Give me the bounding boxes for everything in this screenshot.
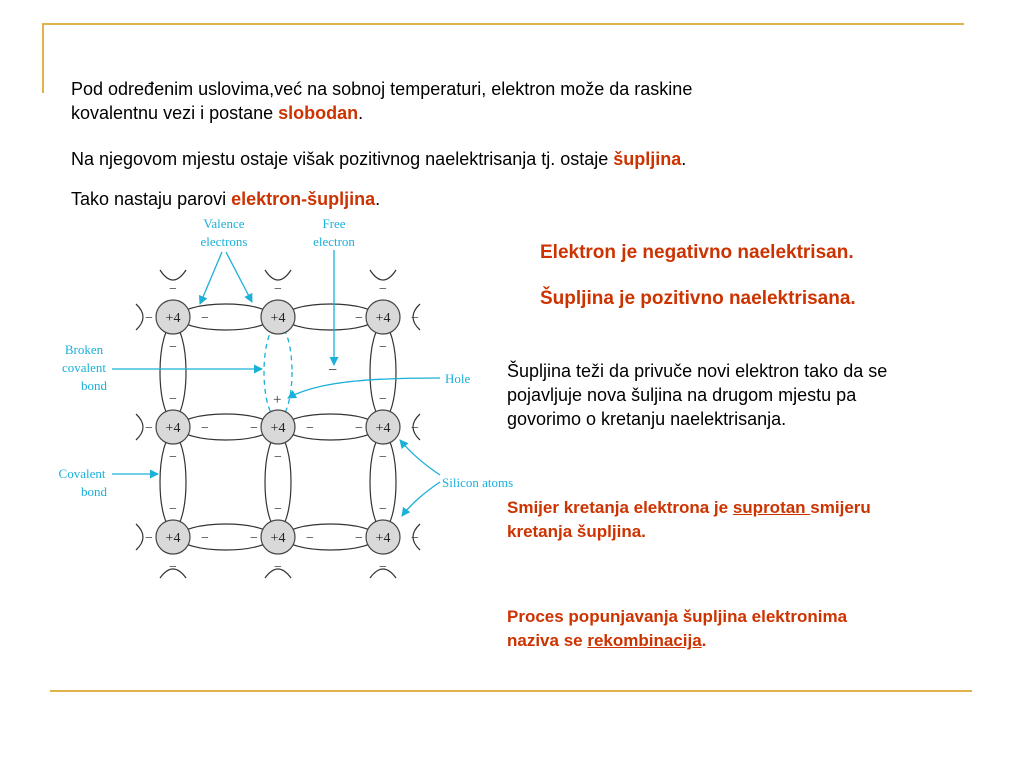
valence-arrow-right xyxy=(226,252,252,302)
electron-minus: − xyxy=(145,311,153,326)
text-segment: smijeru xyxy=(810,498,871,517)
label-covalent-line1: Covalent xyxy=(58,466,106,481)
hole-sign: + xyxy=(273,392,282,408)
electron-minus: − xyxy=(379,450,387,465)
period: . xyxy=(375,189,381,209)
label-broken-line1: Broken xyxy=(64,342,104,357)
paragraph-free-electron xyxy=(71,77,971,125)
electron-minus: − xyxy=(274,560,282,575)
covalent-bond xyxy=(284,414,377,440)
covalent-bond xyxy=(370,270,396,280)
valence-arrow-left xyxy=(200,252,222,304)
electron-minus: − xyxy=(274,282,282,297)
electron-minus: − xyxy=(274,450,282,465)
atom-charge-label: +4 xyxy=(375,311,391,326)
covalent-bond xyxy=(179,304,272,330)
underlined-recombination: rekombinacija xyxy=(587,631,702,650)
electron-minus: − xyxy=(201,531,209,546)
electron-minus: − xyxy=(274,502,282,517)
frame-left-line xyxy=(42,23,44,93)
electron-minus: − xyxy=(411,311,419,326)
atom-charge-label: +4 xyxy=(270,421,286,436)
atom-charge-label: +4 xyxy=(165,421,181,436)
electron-minus: − xyxy=(355,421,363,436)
electron-minus: − xyxy=(379,282,387,297)
covalent-bond xyxy=(179,524,272,550)
label-valence-line1: Valence xyxy=(203,216,245,231)
electron-minus: − xyxy=(306,531,314,546)
text-line: govorimo o kretanju naelektrisanja. xyxy=(507,409,787,429)
silicon-arrow-top xyxy=(400,440,440,475)
electron-minus: − xyxy=(250,531,258,546)
covalent-bond xyxy=(136,524,143,550)
frame-bottom-line xyxy=(50,690,972,692)
electron-minus: − xyxy=(169,282,177,297)
paragraph-text: Pod određenim uslovima,već na sobnoj temperaturi, elektron može da raskine xyxy=(71,79,693,99)
heading-hole-positive: Šupljina je pozitivno naelektrisana. xyxy=(540,288,856,309)
highlight-free: slobodan xyxy=(278,103,359,123)
electron-minus: − xyxy=(411,421,419,436)
electron-minus: − xyxy=(379,392,387,407)
silicon-arrow-bottom xyxy=(402,482,440,516)
electron-minus: − xyxy=(169,340,177,355)
electron-minus: − xyxy=(306,421,314,436)
atom-charge-label: +4 xyxy=(375,421,391,436)
electron-minus: − xyxy=(145,421,153,436)
electron-minus: − xyxy=(379,340,387,355)
paragraph-direction xyxy=(507,496,1007,544)
electron-minus: − xyxy=(201,421,209,436)
electron-minus: − xyxy=(169,450,177,465)
highlight-pairs: elektron-šupljina xyxy=(231,189,376,209)
electron-minus: − xyxy=(169,502,177,517)
electron-minus: − xyxy=(411,531,419,546)
electron-minus: − xyxy=(201,311,209,326)
period: . xyxy=(701,631,707,650)
electron-minus: − xyxy=(355,311,363,326)
highlight-hole: šupljina xyxy=(613,149,682,169)
paragraph-text: Tako nastaju parovi xyxy=(71,189,232,209)
covalent-bond xyxy=(265,270,291,280)
label-broken-line2: covalent xyxy=(61,360,107,375)
electron-minus: − xyxy=(145,531,153,546)
label-broken-line3: bond xyxy=(81,378,107,393)
label-silicon-atoms: Silicon atoms xyxy=(442,475,514,490)
covalent-bond xyxy=(284,524,377,550)
text-line xyxy=(507,496,1007,520)
free-electron-sign: − xyxy=(328,362,338,379)
electron-minus: − xyxy=(379,560,387,575)
period: . xyxy=(358,103,364,123)
text-segment: Smijer kretanja elektrona je xyxy=(507,498,733,517)
label-free-line1: Free xyxy=(322,216,346,231)
hole-arrow xyxy=(288,378,440,398)
label-hole: Hole xyxy=(445,371,471,386)
frame-top-line xyxy=(42,23,964,25)
covalent-bond xyxy=(160,270,186,280)
paragraph-text: Na njegovom mjestu ostaje višak pozitivnog naelektrisanja tj. ostaje xyxy=(71,149,614,169)
paragraph-text: kovalentnu vezi i postane xyxy=(71,103,279,123)
heading-electron-negative: Elektron je negativno naelektrisan. xyxy=(540,242,854,263)
text-line: pojavljuje nova šuljina na drugom mjestu pa xyxy=(507,385,857,405)
underlined-opposite: suprotan xyxy=(732,498,811,517)
atom-charge-label: +4 xyxy=(165,311,181,326)
text-line: kretanja šupljina. xyxy=(507,522,646,541)
atom-charge-label: +4 xyxy=(270,311,286,326)
electron-minus: − xyxy=(250,421,258,436)
period: . xyxy=(681,149,687,169)
covalent-bond xyxy=(284,304,377,330)
label-valence-line2: electrons xyxy=(200,234,248,249)
text-line: Šupljina teži da privuče novi elektron tako da se xyxy=(507,361,888,381)
label-covalent-line2: bond xyxy=(81,484,107,499)
paragraph-pairs xyxy=(71,187,971,211)
paragraph-hole-movement xyxy=(507,359,1007,431)
text-line: Proces popunjavanja šupljina elektronima xyxy=(507,607,848,626)
paragraph-recombination xyxy=(507,605,1007,653)
electron-minus: − xyxy=(355,531,363,546)
covalent-bond xyxy=(179,414,272,440)
atom-charge-label: +4 xyxy=(165,531,181,546)
paragraph-hole xyxy=(71,147,971,171)
text-segment: naziva se xyxy=(507,631,588,650)
atom-charge-label: +4 xyxy=(270,531,286,546)
label-free-line2: electron xyxy=(313,234,355,249)
electron-minus: − xyxy=(379,502,387,517)
electron-minus: − xyxy=(169,560,177,575)
silicon-lattice-diagram xyxy=(40,210,540,585)
electron-minus: − xyxy=(169,392,177,407)
covalent-bond xyxy=(136,304,143,330)
atom-charge-label: +4 xyxy=(375,531,391,546)
text-line xyxy=(507,629,1007,653)
covalent-bond xyxy=(136,414,143,440)
